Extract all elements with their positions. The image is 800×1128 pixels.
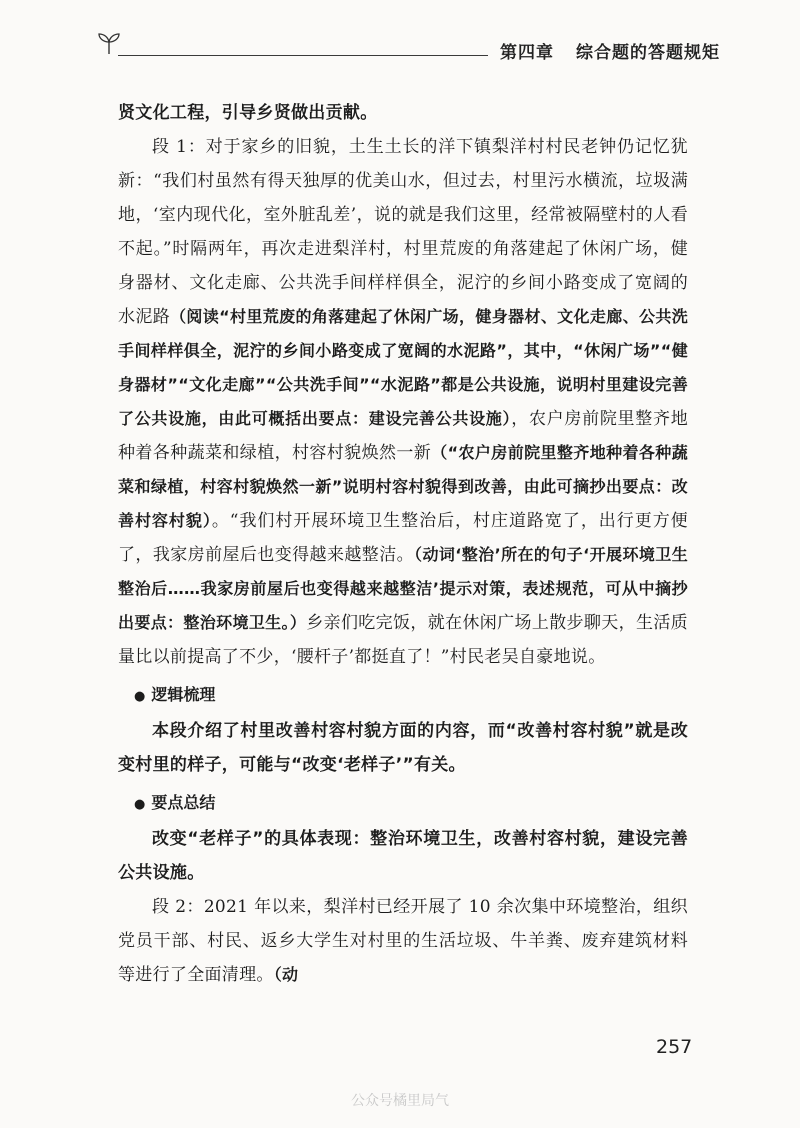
section-summary-title: 要点总结 [151, 793, 216, 812]
p1-text-d: 乡亲们吃完饭，就在休闲广场上散步聊天，生活质量比以前提高了不少，‘腰杆子’都挺直了！”村民老吴自豪地说。 [118, 613, 688, 667]
section-logic-title: 逻辑梳理 [151, 685, 216, 704]
page-number: 257 [656, 1036, 693, 1058]
section-logic-heading [118, 678, 688, 714]
p1-text-c: 。“我们村开展环境卫生整治后，村庄道路宽了，出行更方便了，我家房前屋后也变得越来越整洁。 [118, 511, 688, 565]
section-summary-heading [118, 786, 688, 822]
sprout-icon [96, 30, 122, 56]
p1-annotation-2: （“农户房前院里整齐地种着各种蔬菜和绿植，村容村貌焕然一新”说明村容村貌得到改善，由此可摘抄出要点：改善村容村貌） [118, 443, 688, 530]
watermark: 公众号橘里局气 [351, 1093, 449, 1109]
continued-line: 贤文化工程，引导乡贤做出贡献。 [118, 103, 378, 123]
p1-text-b: ，农户房前院里整齐地种着各种蔬菜和绿植，村容村貌焕然一新 [118, 409, 688, 463]
page-header [0, 0, 800, 80]
p2-text: 段 2：2021 年以来，梨洋村已经开展了 10 余次集中环境整治，组织党员干部、村民、返乡大学生对村里的生活垃圾、牛羊粪、废弃建筑材料等进行了全面清理。 [118, 897, 688, 985]
chapter-number: 第四章 [500, 43, 554, 63]
p1-text-a: 段 1：对于家乡的旧貌，土生土长的洋下镇梨洋村村民老钟仍记忆犹新：“我们村虽然有得天独厚的优美山水，但过去，村里污水横流，垃圾满地，‘室内现代化，室外脏乱差’，说的就是我们这里，经常被隔壁村的人看不起。”时隔两年，再次走进梨洋村，村里荒废的角落建起了休闲广场，健身器材、文化走廊、公共洗手间样样俱全，泥泞的乡间小路变成了宽阔的水泥路 [118, 137, 688, 327]
p2-annotation: （动 [273, 965, 299, 984]
chapter-heading [500, 38, 720, 63]
section-summary-text: 改变“老样子”的具体表现：整治环境卫生，改善村容村貌，建设完善公共设施。 [118, 829, 688, 883]
bullet-icon: ● [134, 689, 146, 704]
page-body [118, 96, 688, 992]
chapter-title: 综合题的答题规矩 [576, 43, 720, 63]
p1-annotation-1: （阅读“村里荒废的角落建起了休闲广场，健身器材、文化走廊、公共洗手间样样俱全，泥泞的乡间小路变成了宽阔的水泥路”，其中，“休闲广场”“健身器材”“文化走廊”“公共洗手间”“水泥路”都是公共设施，说明村里建设完善了公共设施，由此可概括出要点：建设完善公共设施） [118, 307, 688, 428]
section-logic-text: 本段介绍了村里改善村容村貌方面的内容，而“改善村容村貌”就是改变村里的样子，可能与“改变‘老样子’”有关。 [118, 721, 688, 775]
paragraph-1 [118, 130, 688, 674]
p1-annotation-3: （动词‘整治’所在的句子‘开展环境卫生整治后……我家房前屋后也变得越来越整洁’提示对策，表述规范，可从中摘抄出要点：整治环境卫生。） [118, 545, 688, 632]
bullet-icon: ● [134, 797, 146, 812]
paragraph-2 [118, 890, 688, 992]
header-rule [118, 55, 488, 56]
